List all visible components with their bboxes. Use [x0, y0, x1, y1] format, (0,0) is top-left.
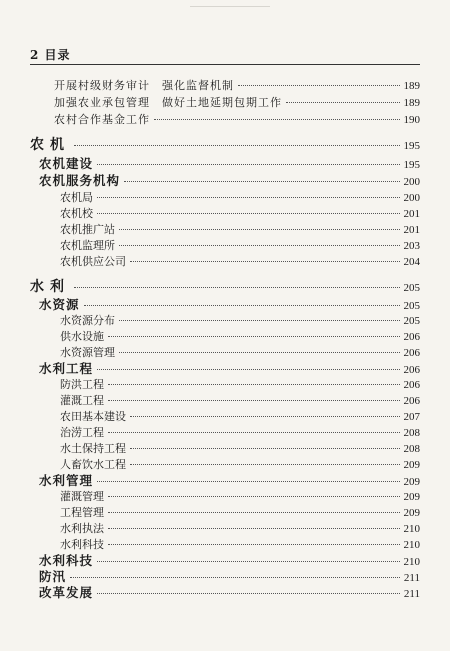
toc-entry-title: 农机局 [60, 191, 93, 204]
dot-leader [108, 400, 400, 401]
dot-leader [130, 464, 400, 465]
toc-entry-page: 209 [403, 507, 420, 519]
toc-entry-title: 水资源分布 [60, 314, 115, 327]
toc-entry [30, 441, 420, 457]
toc-entry-title: 灌溉工程 [60, 394, 104, 407]
toc-entry [30, 473, 420, 490]
toc-entry-page: 210 [403, 539, 420, 551]
toc-entry-page: 206 [403, 395, 420, 407]
toc-entry-page: 195 [403, 140, 420, 152]
toc-entry-title: 防汛 [39, 569, 67, 584]
toc-entry-title: 灌溉管理 [60, 490, 104, 503]
toc-entry-page: 189 [403, 97, 420, 109]
dot-leader [119, 320, 400, 321]
toc-entry-page: 205 [403, 300, 420, 312]
toc-entry-title: 防洪工程 [60, 378, 104, 391]
toc-entry-title: 水资源管理 [60, 346, 115, 359]
toc-entry-page: 210 [403, 523, 420, 535]
toc-entry-page: 208 [403, 427, 420, 439]
toc-entry [30, 190, 420, 206]
dot-leader [130, 416, 400, 417]
dot-leader [108, 432, 400, 433]
toc-entry [30, 409, 420, 425]
toc-entry-page: 205 [403, 282, 420, 294]
toc-entry [30, 95, 420, 111]
toc-entry [30, 156, 420, 173]
dot-leader [124, 181, 399, 182]
toc-entry-page: 200 [403, 176, 420, 188]
toc-entry-page: 209 [403, 459, 420, 471]
dot-leader [108, 496, 400, 497]
toc-entry [30, 206, 420, 222]
toc-entry-page: 211 [403, 588, 420, 600]
toc-entry-page: 206 [403, 379, 420, 391]
toc-entry [30, 393, 420, 409]
dot-leader [97, 369, 399, 370]
toc-entry-page: 211 [403, 572, 420, 584]
toc-entry-title: 农机监理所 [60, 239, 115, 252]
dot-leader [108, 544, 400, 545]
toc-entry-title: 农机建设 [39, 156, 94, 171]
toc-entry-page: 195 [403, 159, 420, 171]
dot-leader [97, 593, 400, 594]
toc-entry [30, 78, 420, 94]
toc-entry [30, 254, 420, 270]
toc-entry [30, 553, 420, 570]
toc-entry-page: 204 [403, 256, 420, 268]
dot-leader [74, 287, 400, 288]
toc-entry [30, 280, 420, 296]
header-rule [30, 64, 420, 65]
toc-entry-title: 水利 [30, 279, 70, 295]
dot-leader [97, 164, 399, 165]
toc-entry [30, 521, 420, 537]
toc-entry [30, 569, 420, 586]
dot-leader [97, 213, 400, 214]
toc-entry-title: 改革发展 [39, 585, 94, 600]
toc-entry-title: 农机推广站 [60, 223, 115, 236]
toc-entry-title: 农机供应公司 [60, 255, 126, 268]
toc-entry [30, 112, 420, 128]
toc-entry-title: 农村合作基金工作 [54, 113, 150, 126]
dot-leader [119, 352, 400, 353]
toc-entry-page: 206 [403, 347, 420, 359]
toc-entry-title: 水资源 [39, 297, 80, 312]
dot-leader [84, 305, 400, 306]
dot-leader [238, 85, 400, 86]
toc-entry [30, 505, 420, 521]
toc-entry [30, 329, 420, 345]
scan-edge-mark [190, 0, 270, 7]
toc-entry [30, 457, 420, 473]
header-title: 目录 [44, 48, 71, 62]
toc-entry-title: 水利工程 [39, 361, 94, 376]
toc-entry-title: 人畜饮水工程 [60, 458, 126, 471]
toc-entry-title: 治涝工程 [60, 426, 104, 439]
dot-leader [130, 448, 400, 449]
toc-entry [30, 377, 420, 393]
dot-leader [97, 481, 399, 482]
toc-entry-title: 农机校 [60, 207, 93, 220]
toc-entry-page: 201 [403, 208, 420, 220]
toc-entry-page: 209 [403, 476, 420, 488]
toc-entry [30, 425, 420, 441]
toc-entry-page: 189 [403, 80, 420, 92]
toc-entry [30, 585, 420, 602]
toc-entry-page: 190 [403, 114, 420, 126]
dot-leader [108, 336, 400, 337]
toc-entry-title: 水利科技 [60, 538, 104, 551]
toc-entry-title: 农田基本建设 [60, 410, 126, 423]
dot-leader [97, 561, 399, 562]
toc-entry-page: 200 [403, 192, 420, 204]
dot-leader [286, 102, 400, 103]
toc-entry [30, 345, 420, 361]
toc-entry-page: 205 [403, 315, 420, 327]
dot-leader [108, 384, 400, 385]
page-number: 2 [30, 48, 40, 62]
dot-leader [70, 577, 400, 578]
toc-entry-title: 加强农业承包管理 做好土地延期包期工作 [54, 96, 282, 109]
toc-entry-title: 水土保持工程 [60, 442, 126, 455]
toc-entry-title: 供水设施 [60, 330, 104, 343]
toc-entry-title: 水利科技 [39, 553, 94, 568]
toc-entry-title: 农机 [30, 137, 70, 153]
dot-leader [108, 528, 400, 529]
toc-entry [30, 173, 420, 190]
toc-entry-page: 206 [403, 364, 420, 376]
toc-entry-page: 201 [403, 224, 420, 236]
dot-leader [74, 145, 400, 146]
toc-entry-page: 208 [403, 443, 420, 455]
toc-entry-title: 工程管理 [60, 506, 104, 519]
toc-entry-page: 210 [403, 556, 420, 568]
toc-entry [30, 361, 420, 378]
dot-leader [119, 229, 400, 230]
toc-entry-page: 207 [403, 411, 420, 423]
toc-entry [30, 138, 420, 154]
toc-entry [30, 537, 420, 553]
dot-leader [130, 261, 400, 262]
dot-leader [154, 119, 400, 120]
toc-entry-title: 水利执法 [60, 522, 104, 535]
toc-entry-page: 206 [403, 331, 420, 343]
toc-entry [30, 222, 420, 238]
toc-entry [30, 238, 420, 254]
toc-entry [30, 313, 420, 329]
toc-entry [30, 297, 420, 314]
toc-entry-page: 203 [403, 240, 420, 252]
toc-entry-title: 水利管理 [39, 473, 94, 488]
toc-entry-title: 农机服务机构 [39, 173, 121, 188]
toc-entry [30, 489, 420, 505]
dot-leader [108, 512, 400, 513]
dot-leader [97, 197, 400, 198]
toc-entry-title: 开展村级财务审计 强化监督机制 [54, 79, 234, 92]
page-header [30, 46, 71, 63]
dot-leader [119, 245, 400, 246]
toc-entry-page: 209 [403, 491, 420, 503]
